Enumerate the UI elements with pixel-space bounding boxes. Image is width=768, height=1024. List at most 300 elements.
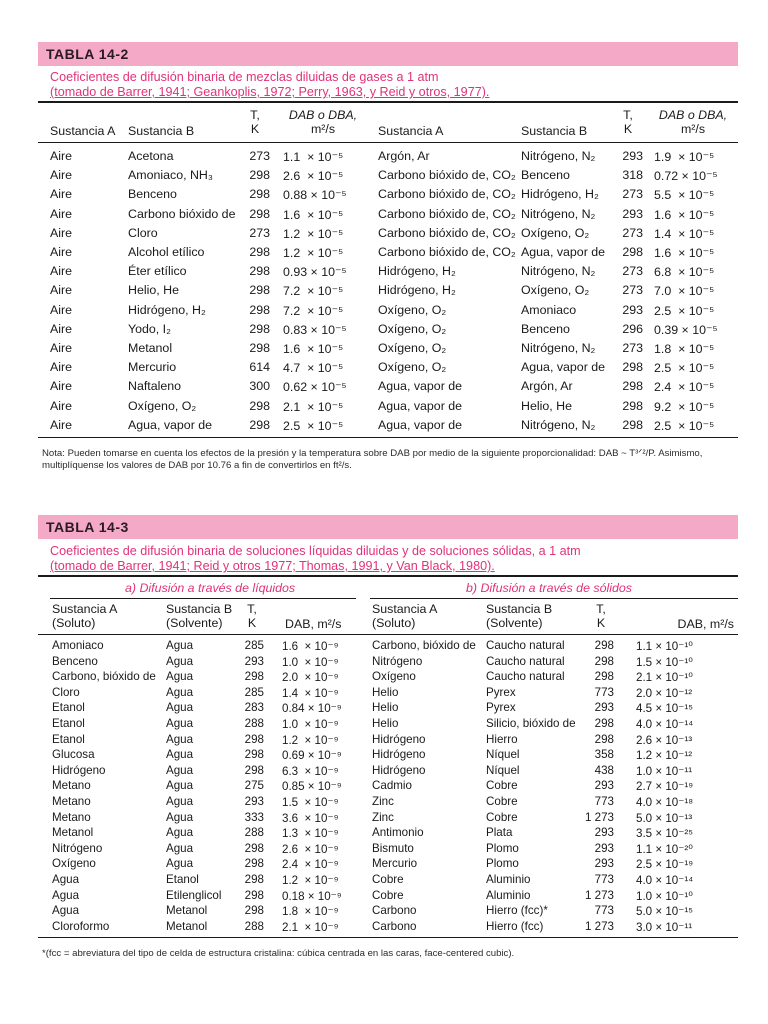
table1-caption <box>50 70 489 100</box>
cell-solvent: Caucho natural <box>486 654 565 668</box>
cell-diffusion-coefficient: 2.6 × 10⁻⁵ <box>283 169 344 184</box>
cell-diffusion-coefficient: 9.2 × 10⁻⁵ <box>654 399 715 414</box>
cell-temperature: 298 <box>594 654 614 668</box>
cell-temperature: 273 <box>249 225 270 240</box>
cell-diffusion-coefficient: 1.8 × 10⁻⁵ <box>654 342 715 356</box>
cell-diffusion-coefficient: 1.6 × 10⁻⁵ <box>283 207 344 222</box>
cell-temperature: 614 <box>249 360 270 375</box>
cell-substance-b: Nitrógeno, N₂ <box>521 206 596 221</box>
cell-diffusion-coefficient: 0.88 × 10⁻⁵ <box>283 188 347 203</box>
cell-diffusion-coefficient: 0.39 × 10⁻⁵ <box>654 322 718 337</box>
cell-diffusion-coefficient: 2.7 × 10⁻¹⁹ <box>636 780 694 794</box>
cell-diffusion-coefficient: 1.1 × 10⁻¹⁰ <box>636 640 693 653</box>
cell-substance-a: Aire <box>50 283 73 298</box>
cell-temperature: 273 <box>622 283 643 298</box>
cell-diffusion-coefficient: 5.0 × 10⁻¹³ <box>636 811 693 825</box>
cell-temperature: 273 <box>622 187 643 202</box>
cell-temperature: 298 <box>244 748 264 762</box>
cell-solvent: Agua <box>166 732 194 746</box>
cell-substance-a: Oxígeno, O₂ <box>378 302 447 317</box>
cell-diffusion-coefficient: 1.8 × 10⁻⁹ <box>282 905 339 919</box>
cell-diffusion-coefficient: 0.18 × 10⁻⁹ <box>282 889 342 903</box>
cell-diffusion-coefficient: 0.69 × 10⁻⁹ <box>282 749 342 763</box>
cell-diffusion-coefficient: 1.3 × 10⁻⁹ <box>282 827 339 841</box>
cell-temperature: 298 <box>622 245 643 259</box>
cell-solvent: Níquel <box>486 763 520 777</box>
cell-diffusion-coefficient: 1.6 × 10⁻⁵ <box>283 342 344 356</box>
cell-solvent: Agua <box>166 685 194 699</box>
cell-substance-a: Carbono bióxido de, CO₂ <box>378 187 516 202</box>
table2-right-body <box>372 639 738 939</box>
cell-solute: Antimonio <box>372 826 424 840</box>
cell-diffusion-coefficient: 2.4 × 10⁻⁹ <box>282 858 339 872</box>
cell-temperature: 283 <box>244 701 264 715</box>
cell-diffusion-coefficient: 4.0 × 10⁻¹⁴ <box>636 874 694 887</box>
cell-solute: Oxígeno <box>372 670 416 684</box>
cell-substance-a: Argón, Ar <box>378 149 430 163</box>
cell-temperature: 298 <box>244 857 264 871</box>
cell-solvent: Caucho natural <box>486 639 565 652</box>
cell-diffusion-coefficient: 2.6 × 10⁻⁹ <box>282 842 339 856</box>
cell-solvent: Agua <box>166 795 194 808</box>
cell-substance-b: Mercurio <box>128 360 177 375</box>
cell-substance-a: Aire <box>50 321 73 336</box>
cell-diffusion-coefficient: 2.1 × 10⁻⁵ <box>283 399 344 414</box>
cell-solute: Helio <box>372 717 399 730</box>
cell-temperature: 438 <box>594 763 614 777</box>
table2-caption-line2: (tomado de Barrer, 1941; Reid y otros 1977; Thomas, 1991, y Van Black, 1980). <box>50 559 495 573</box>
cell-solvent: Hierro (fcc)* <box>486 904 548 918</box>
cell-substance-a: Aire <box>50 245 73 259</box>
cell-diffusion-coefficient: 2.5 × 10⁻⁵ <box>654 303 715 318</box>
cell-temperature: 298 <box>244 904 264 918</box>
cell-temperature: 298 <box>249 206 270 221</box>
cell-diffusion-coefficient: 0.93 × 10⁻⁵ <box>283 265 347 280</box>
cell-temperature: 1 273 <box>584 919 614 933</box>
cell-solvent: Agua <box>166 763 194 777</box>
table2-title: TABLA 14-3 <box>46 519 129 535</box>
table2-header-sust-a-left: Sustancia A (Soluto) <box>52 602 118 630</box>
cell-diffusion-coefficient: 1.2 × 10⁻⁹ <box>282 733 339 747</box>
cell-temperature: 773 <box>594 795 614 808</box>
cell-solvent: Agua <box>166 810 194 824</box>
cell-solute: Bismuto <box>372 841 414 855</box>
cell-temperature: 273 <box>622 341 643 355</box>
cell-diffusion-coefficient: 1.6 × 10⁻⁵ <box>654 246 715 260</box>
cell-diffusion-coefficient: 2.5 × 10⁻¹⁹ <box>636 858 694 872</box>
cell-solute: Helio <box>372 685 399 699</box>
table1-header-t-right: T, K <box>623 108 633 136</box>
cell-diffusion-coefficient: 1.5 × 10⁻¹⁰ <box>636 655 693 669</box>
cell-solvent: Agua <box>166 701 194 715</box>
cell-temperature: 293 <box>594 826 614 840</box>
table1-note-line1: Nota: Pueden tomarse en cuenta los efectos de la presión y la temperatura sobre DAB por medio de la siguiente proporcionalidad: DAB ~ T³ᐟ²/P. Asimismo, <box>42 448 703 459</box>
cell-temperature: 293 <box>594 857 614 871</box>
cell-diffusion-coefficient: 4.7 × 10⁻⁵ <box>283 361 344 376</box>
cell-solvent: Agua <box>166 826 194 840</box>
cell-solute: Benceno <box>52 654 98 668</box>
cell-substance-b: Nitrógeno, N₂ <box>521 417 596 432</box>
cell-temperature: 293 <box>244 795 264 808</box>
cell-substance-b: Carbono bióxido de <box>128 206 236 221</box>
cell-solute: Hidrógeno <box>52 763 106 777</box>
table1-header-rule <box>38 142 738 143</box>
cell-diffusion-coefficient: 1.2 × 10⁻⁹ <box>282 874 339 887</box>
cell-temperature: 288 <box>244 919 264 933</box>
cell-temperature: 773 <box>594 904 614 918</box>
cell-substance-a: Carbono bióxido de, CO₂ <box>378 245 516 259</box>
cell-solute: Zinc <box>372 795 394 808</box>
cell-substance-b: Helio, He <box>521 398 572 413</box>
cell-solvent: Cobre <box>486 795 518 808</box>
cell-temperature: 298 <box>249 321 270 336</box>
cell-substance-a: Aire <box>50 149 73 163</box>
cell-temperature: 298 <box>249 245 270 259</box>
cell-solute: Etanol <box>52 732 85 746</box>
cell-substance-b: Oxígeno, O₂ <box>521 225 590 240</box>
cell-substance-b: Agua, vapor de <box>128 417 213 432</box>
table1-caption-line2: (tomado de Barrer, 1941; Geankoplis, 1972; Perry, 1963, y Reid y otros, 1977). <box>50 85 490 99</box>
cell-substance-b: Éter etílico <box>128 264 187 279</box>
table2-header-sust-a-right: Sustancia A (Soluto) <box>372 602 438 630</box>
cell-substance-a: Aire <box>50 225 73 240</box>
cell-diffusion-coefficient: 5.5 × 10⁻⁵ <box>654 188 715 203</box>
cell-temperature: 298 <box>244 732 264 746</box>
cell-solute: Etanol <box>52 701 85 715</box>
cell-substance-a: Aire <box>50 341 73 355</box>
cell-substance-b: Amoniaco <box>521 302 577 317</box>
cell-solute: Hidrógeno <box>372 763 426 777</box>
cell-solvent: Silicio, bióxido de <box>486 717 576 730</box>
cell-temperature: 293 <box>244 654 264 668</box>
cell-temperature: 298 <box>622 379 643 394</box>
cell-temperature: 298 <box>244 873 264 886</box>
cell-diffusion-coefficient: 2.1 × 10⁻¹⁰ <box>636 671 693 685</box>
table2-header-rule <box>38 634 738 635</box>
cell-solute: Cloro <box>52 685 80 699</box>
cell-temperature: 1 273 <box>584 810 614 824</box>
cell-substance-a: Aire <box>50 360 73 375</box>
cell-diffusion-coefficient: 4.0 × 10⁻¹⁴ <box>636 718 694 731</box>
cell-solvent: Pyrex <box>486 685 516 699</box>
table2-footnote: *(fcc = abreviatura del tipo de celda de estructura cristalina: cúbica centrada en las caras, face-centered cubic). <box>42 948 515 959</box>
cell-substance-b: Acetona <box>128 149 174 163</box>
cell-solvent: Metanol <box>166 919 208 933</box>
cell-diffusion-coefficient: 1.0 × 10⁻⁹ <box>282 718 339 731</box>
cell-temperature: 293 <box>594 779 614 793</box>
cell-temperature: 298 <box>249 187 270 202</box>
cell-solute: Metanol <box>52 826 94 840</box>
cell-substance-a: Aire <box>50 398 73 413</box>
cell-temperature: 298 <box>244 763 264 777</box>
table2-subhead-rule-right <box>370 598 738 599</box>
cell-solvent: Plata <box>486 826 513 840</box>
table2-subhead-liquids: a) Difusión a través de líquidos <box>125 581 296 595</box>
cell-solvent: Cobre <box>486 779 518 793</box>
cell-diffusion-coefficient: 7.0 × 10⁻⁵ <box>654 284 715 299</box>
cell-solvent: Agua <box>166 670 194 684</box>
cell-temperature: 298 <box>622 360 643 375</box>
cell-solute: Oxígeno <box>52 857 96 871</box>
cell-diffusion-coefficient: 3.0 × 10⁻¹¹ <box>636 920 693 934</box>
table2-header-d-right: DAB, m²/s <box>677 617 734 631</box>
cell-substance-b: Amoniaco, NH₃ <box>128 168 213 183</box>
cell-solute: Etanol <box>52 717 85 730</box>
cell-diffusion-coefficient: 1.2 × 10⁻⁵ <box>283 226 344 241</box>
cell-solvent: Hierro <box>486 732 518 746</box>
cell-substance-a: Aire <box>50 264 73 279</box>
cell-solute: Metano <box>52 779 91 793</box>
cell-temperature: 298 <box>249 341 270 355</box>
cell-substance-a: Agua, vapor de <box>378 417 463 432</box>
table2-subhead-rule-left <box>50 598 356 599</box>
cell-temperature: 333 <box>244 810 264 824</box>
cell-diffusion-coefficient: 2.6 × 10⁻¹³ <box>636 733 693 747</box>
cell-diffusion-coefficient: 4.5 × 10⁻¹⁵ <box>636 702 694 716</box>
table1-header-sust-a-left: Sustancia A <box>50 124 116 138</box>
cell-substance-a: Aire <box>50 168 73 183</box>
cell-solute: Metano <box>52 795 91 808</box>
table2-bottom-rule <box>38 937 738 938</box>
cell-temperature: 285 <box>244 685 264 699</box>
cell-solute: Zinc <box>372 810 394 824</box>
cell-diffusion-coefficient: 4.0 × 10⁻¹⁸ <box>636 796 694 809</box>
cell-temperature: 298 <box>244 670 264 684</box>
cell-solvent: Agua <box>166 857 194 871</box>
cell-temperature: 293 <box>622 149 643 163</box>
cell-substance-b: Naftaleno <box>128 379 182 394</box>
cell-diffusion-coefficient: 2.5 × 10⁻⁵ <box>654 361 715 376</box>
cell-substance-a: Aire <box>50 206 73 221</box>
cell-solvent: Agua <box>166 654 194 668</box>
table2-header-sust-b-right: Sustancia B (Solvente) <box>486 602 553 630</box>
cell-solvent: Pyrex <box>486 701 516 715</box>
cell-diffusion-coefficient: 0.83 × 10⁻⁵ <box>283 322 347 337</box>
cell-solute: Glucosa <box>52 748 95 762</box>
cell-temperature: 293 <box>594 701 614 715</box>
cell-substance-b: Nitrógeno, N₂ <box>521 264 596 279</box>
cell-diffusion-coefficient: 2.5 × 10⁻⁵ <box>283 418 344 433</box>
cell-diffusion-coefficient: 7.2 × 10⁻⁵ <box>283 303 344 318</box>
cell-temperature: 298 <box>594 639 614 652</box>
cell-diffusion-coefficient: 1.6 × 10⁻⁵ <box>654 207 715 222</box>
cell-solute: Nitrógeno <box>52 841 103 855</box>
cell-diffusion-coefficient: 3.6 × 10⁻⁹ <box>282 811 339 825</box>
cell-solvent: Aluminio <box>486 873 531 886</box>
cell-substance-b: Nitrógeno, N₂ <box>521 149 596 163</box>
cell-solvent: Plomo <box>486 841 519 855</box>
cell-substance-a: Hidrógeno, H₂ <box>378 264 456 279</box>
cell-temperature: 293 <box>622 206 643 221</box>
cell-diffusion-coefficient: 1.4 × 10⁻⁹ <box>282 686 339 700</box>
cell-substance-a: Carbono bióxido de, CO₂ <box>378 206 516 221</box>
cell-temperature: 298 <box>249 302 270 317</box>
cell-substance-a: Carbono bióxido de, CO₂ <box>378 168 516 183</box>
cell-diffusion-coefficient: 1.0 × 10⁻¹⁰ <box>636 889 693 903</box>
table1-header-t-left: T, K <box>250 108 260 136</box>
cell-solvent: Caucho natural <box>486 670 565 684</box>
cell-solvent: Agua <box>166 779 194 793</box>
cell-temperature: 285 <box>244 639 264 652</box>
cell-solvent: Agua <box>166 639 194 652</box>
cell-temperature: 358 <box>594 748 614 762</box>
table2-header-sust-b-left: Sustancia B (Solvente) <box>166 602 233 630</box>
table1-right-body <box>378 149 738 439</box>
cell-temperature: 273 <box>249 149 270 163</box>
cell-solute: Cobre <box>372 873 404 886</box>
cell-temperature: 773 <box>594 873 614 886</box>
cell-substance-b: Metanol <box>128 341 173 355</box>
cell-solvent: Plomo <box>486 857 519 871</box>
table2-left-body <box>52 639 358 939</box>
cell-diffusion-coefficient: 2.4 × 10⁻⁵ <box>654 380 715 395</box>
cell-substance-b: Yodo, I₂ <box>128 321 171 336</box>
cell-solute: Carbono <box>372 904 417 918</box>
cell-solute: Agua <box>52 873 80 886</box>
cell-temperature: 298 <box>594 717 614 730</box>
table2-header-d-left: DAB, m²/s <box>285 617 342 631</box>
cell-temperature: 298 <box>249 264 270 279</box>
table1-header-d-right: DAB o DBA, m²/s <box>658 108 728 136</box>
cell-substance-a: Aire <box>50 417 73 432</box>
cell-substance-a: Carbono bióxido de, CO₂ <box>378 225 516 240</box>
cell-solute: Mercurio <box>372 857 418 871</box>
cell-solvent: Níquel <box>486 748 520 762</box>
cell-solute: Carbono <box>372 919 417 933</box>
table1-bottom-rule <box>38 437 738 438</box>
table2-caption <box>50 544 581 574</box>
cell-temperature: 288 <box>244 717 264 730</box>
table2-header-t-left: T, K <box>247 602 257 630</box>
table1-header-d-left: DAB o DBA, m²/s <box>288 108 358 136</box>
cell-temperature: 298 <box>594 732 614 746</box>
table1-title-band <box>38 42 738 66</box>
table1-title: TABLA 14-2 <box>46 46 129 62</box>
cell-substance-b: Cloro <box>128 225 158 240</box>
cell-solute: Cobre <box>372 888 404 902</box>
cell-solute: Carbono, bióxido de <box>52 670 156 684</box>
cell-diffusion-coefficient: 1.9 × 10⁻⁵ <box>654 150 715 164</box>
table1-caption-line1: Coeficientes de difusión binaria de mezclas diluidas de gases a 1 atm <box>50 70 439 84</box>
cell-substance-b: Argón, Ar <box>521 379 573 394</box>
cell-solvent: Agua <box>166 717 194 730</box>
cell-substance-b: Benceno <box>128 187 177 202</box>
cell-diffusion-coefficient: 1.4 × 10⁻⁵ <box>654 226 715 241</box>
cell-diffusion-coefficient: 1.0 × 10⁻¹¹ <box>636 764 693 778</box>
cell-temperature: 298 <box>244 888 264 902</box>
table1-header-sust-b-left: Sustancia B <box>128 124 195 138</box>
table2-caption-line1: Coeficientes de difusión binaria de soluciones líquidas diluidas y de soluciones sólidas, a 1 atm <box>50 544 581 558</box>
cell-solvent: Metanol <box>166 904 208 918</box>
cell-substance-a: Aire <box>50 302 73 317</box>
cell-temperature: 273 <box>622 264 643 279</box>
cell-solute: Nitrógeno <box>372 654 423 668</box>
cell-temperature: 1 273 <box>584 888 614 902</box>
cell-diffusion-coefficient: 1.5 × 10⁻⁹ <box>282 796 339 809</box>
cell-solute: Agua <box>52 888 80 902</box>
cell-solute: Agua <box>52 904 80 918</box>
cell-temperature: 293 <box>594 841 614 855</box>
cell-temperature: 298 <box>249 398 270 413</box>
cell-diffusion-coefficient: 1.0 × 10⁻⁹ <box>282 655 339 669</box>
cell-substance-a: Agua, vapor de <box>378 398 463 413</box>
cell-diffusion-coefficient: 1.2 × 10⁻⁵ <box>283 246 344 260</box>
cell-substance-b: Agua, vapor de <box>521 360 606 375</box>
cell-diffusion-coefficient: 6.8 × 10⁻⁵ <box>654 265 715 280</box>
cell-substance-b: Hidrógeno, H₂ <box>521 187 599 202</box>
cell-temperature: 298 <box>249 168 270 183</box>
table1-header-sust-b-right: Sustancia B <box>521 124 588 138</box>
cell-solvent: Agua <box>166 748 194 762</box>
cell-substance-a: Hidrógeno, H₂ <box>378 283 456 298</box>
cell-temperature: 300 <box>249 379 270 394</box>
cell-substance-a: Agua, vapor de <box>378 379 463 394</box>
table2-subhead-solids: b) Difusión a través de sólidos <box>466 581 632 595</box>
cell-temperature: 293 <box>622 302 643 317</box>
cell-solute: Carbono, bióxido de <box>372 639 476 652</box>
cell-solvent: Cobre <box>486 810 518 824</box>
cell-diffusion-coefficient: 1.6 × 10⁻⁹ <box>282 640 339 653</box>
cell-substance-b: Oxígeno, O₂ <box>128 398 197 413</box>
cell-temperature: 298 <box>244 841 264 855</box>
cell-solvent: Hierro (fcc) <box>486 919 544 933</box>
cell-solvent: Agua <box>166 841 194 855</box>
table1-left-body <box>50 149 370 439</box>
table1-note-line2: multiplíquense los valores de DAB por 10.76 a fin de convertirlos en ft²/s. <box>42 460 352 471</box>
cell-substance-a: Aire <box>50 379 73 394</box>
cell-diffusion-coefficient: 3.5 × 10⁻²⁵ <box>636 827 694 841</box>
cell-substance-a: Oxígeno, O₂ <box>378 341 447 355</box>
cell-solvent: Aluminio <box>486 888 531 902</box>
cell-temperature: 288 <box>244 826 264 840</box>
table2-header-t-right: T, K <box>596 602 606 630</box>
cell-temperature: 275 <box>244 779 264 793</box>
cell-solute: Helio <box>372 701 399 715</box>
cell-diffusion-coefficient: 0.84 × 10⁻⁹ <box>282 702 342 716</box>
cell-solute: Cloroformo <box>52 919 110 933</box>
cell-diffusion-coefficient: 0.62 × 10⁻⁵ <box>283 380 347 395</box>
cell-substance-b: Oxígeno, O₂ <box>521 283 590 298</box>
cell-diffusion-coefficient: 2.5 × 10⁻⁵ <box>654 418 715 433</box>
cell-solvent: Etanol <box>166 873 199 886</box>
cell-temperature: 298 <box>594 670 614 684</box>
cell-diffusion-coefficient: 2.1 × 10⁻⁹ <box>282 920 339 934</box>
cell-solute: Amoniaco <box>52 639 104 652</box>
cell-diffusion-coefficient: 7.2 × 10⁻⁵ <box>283 284 344 299</box>
cell-temperature: 273 <box>622 225 643 240</box>
cell-substance-a: Oxígeno, O₂ <box>378 321 447 336</box>
cell-temperature: 298 <box>622 417 643 432</box>
cell-substance-b: Nitrógeno, N₂ <box>521 341 596 355</box>
table2-title-band <box>38 515 738 539</box>
cell-diffusion-coefficient: 1.2 × 10⁻¹² <box>636 749 693 763</box>
cell-diffusion-coefficient: 1.1 × 10⁻⁵ <box>283 150 344 164</box>
cell-diffusion-coefficient: 2.0 × 10⁻⁹ <box>282 671 339 685</box>
cell-substance-b: Benceno <box>521 321 570 336</box>
cell-temperature: 773 <box>594 685 614 699</box>
cell-temperature: 298 <box>249 283 270 298</box>
cell-temperature: 298 <box>622 398 643 413</box>
cell-diffusion-coefficient: 5.0 × 10⁻¹⁵ <box>636 905 694 919</box>
cell-substance-a: Oxígeno, O₂ <box>378 360 447 375</box>
table2-top-rule <box>38 575 738 577</box>
cell-diffusion-coefficient: 1.1 × 10⁻²⁰ <box>636 842 693 856</box>
cell-temperature: 318 <box>622 168 643 183</box>
cell-substance-b: Benceno <box>521 168 570 183</box>
cell-diffusion-coefficient: 2.0 × 10⁻¹² <box>636 686 693 700</box>
cell-solute: Metano <box>52 810 91 824</box>
cell-solvent: Etilenglicol <box>166 888 222 902</box>
